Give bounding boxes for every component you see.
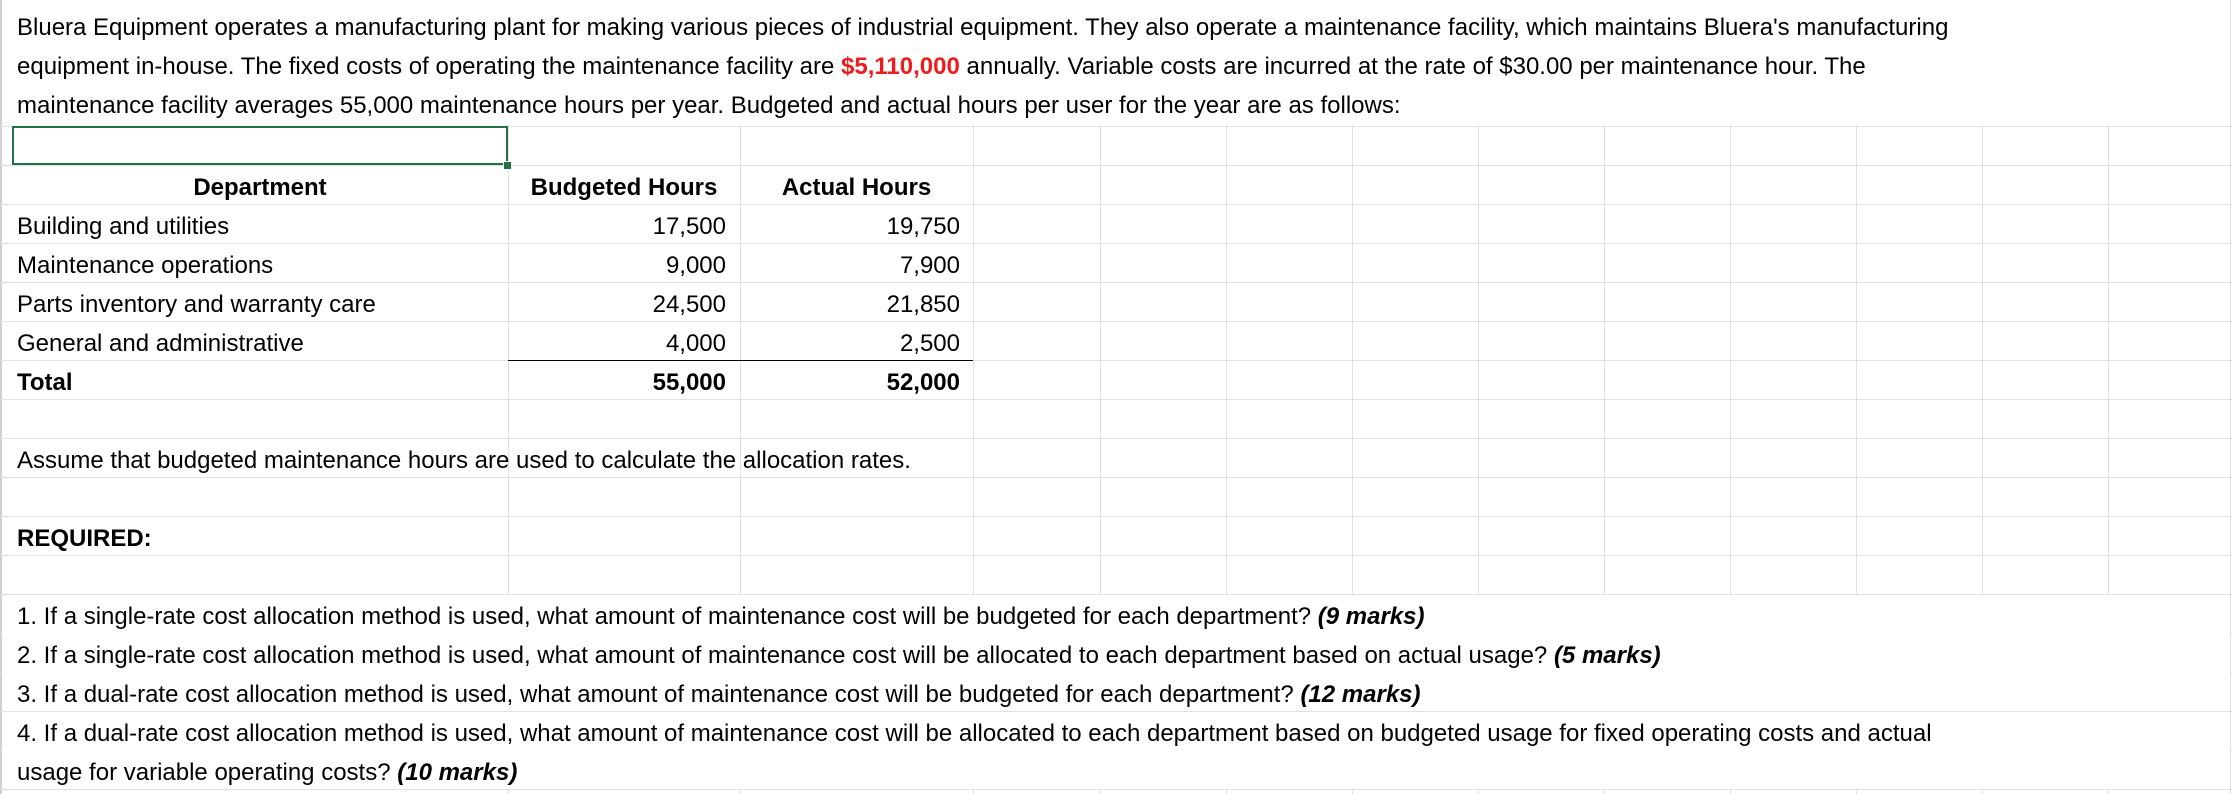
active-cell-selection[interactable] xyxy=(12,126,508,165)
question-marks: (5 marks) xyxy=(1553,642,1661,669)
row-department: Maintenance operations xyxy=(17,252,274,279)
question-text: usage for variable operating costs? xyxy=(17,759,391,786)
gridline xyxy=(0,282,2232,283)
gridline xyxy=(0,516,2232,517)
row-budgeted-hours: 4,000 xyxy=(665,330,726,357)
question-marks: (12 marks) xyxy=(1300,681,1421,708)
row-budgeted-hours: 9,000 xyxy=(665,252,726,279)
question-4-line-2 xyxy=(17,753,517,792)
intro-line-2-end: annually. Variable costs are incurred at the rate of $30.00 per maintenance hour. The xyxy=(959,53,1866,80)
gridline xyxy=(0,243,2232,244)
intro-line-2 xyxy=(17,47,1866,86)
total-underline xyxy=(508,360,973,361)
question-4-line-1: 4. If a dual-rate cost allocation method is used, what amount of maintenance cost will be allocated to each department based on budgeted usage for fixed operating costs and actual xyxy=(17,720,1932,747)
row-actual-hours: 21,850 xyxy=(886,291,960,318)
required-label: REQUIRED: xyxy=(17,525,152,552)
question-marks: (9 marks) xyxy=(1317,603,1425,630)
gridline xyxy=(0,438,2232,439)
assumption-text: Assume that budgeted maintenance hours are used to calculate the allocation rates. xyxy=(17,447,911,474)
total-label: Total xyxy=(17,369,73,396)
row-actual-hours: 7,900 xyxy=(899,252,960,279)
question-1 xyxy=(17,597,1425,636)
question-text: 1. If a single-rate cost allocation method is used, what amount of maintenance cost will be budgeted for each department? xyxy=(17,603,1312,630)
question-2 xyxy=(17,636,1661,675)
question-3 xyxy=(17,675,1421,714)
intro-line-1: Bluera Equipment operates a manufacturing plant for making various pieces of industrial equipment. They also operate a maintenance facility, which maintains Bluera's manufacturing xyxy=(17,14,1949,41)
intro-line-3: maintenance facility averages 55,000 maintenance hours per year. Budgeted and actual hours per user for the year are as follows: xyxy=(17,92,1401,119)
header-department: Department xyxy=(193,174,327,201)
row-department: General and administrative xyxy=(17,330,304,357)
total-budgeted-hours: 55,000 xyxy=(652,369,726,396)
row-actual-hours: 19,750 xyxy=(886,213,960,240)
question-text: 3. If a dual-rate cost allocation method is used, what amount of maintenance cost will be budgeted for each department? xyxy=(17,681,1294,708)
gridline xyxy=(0,165,2232,166)
header-budgeted-hours: Budgeted Hours xyxy=(530,174,718,201)
row-department: Parts inventory and warranty care xyxy=(17,291,376,318)
row-budgeted-hours: 17,500 xyxy=(652,213,726,240)
gridline xyxy=(2230,0,2231,794)
gridline xyxy=(0,399,2232,400)
gridline xyxy=(0,555,2232,556)
fixed-cost-highlight: $5,110,000 xyxy=(841,53,960,80)
question-marks: (10 marks) xyxy=(397,759,518,786)
intro-line-2-text: equipment in-house. The fixed costs of operating the maintenance facility are xyxy=(17,53,842,80)
header-actual-hours: Actual Hours xyxy=(781,174,932,201)
gridline xyxy=(0,360,2232,361)
question-text: 2. If a single-rate cost allocation method is used, what amount of maintenance cost will be allocated to each department based on actual usage? xyxy=(17,642,1548,669)
total-actual-hours: 52,000 xyxy=(886,369,960,396)
row-budgeted-hours: 24,500 xyxy=(652,291,726,318)
row-actual-hours: 2,500 xyxy=(899,330,960,357)
row-department: Building and utilities xyxy=(17,213,230,240)
